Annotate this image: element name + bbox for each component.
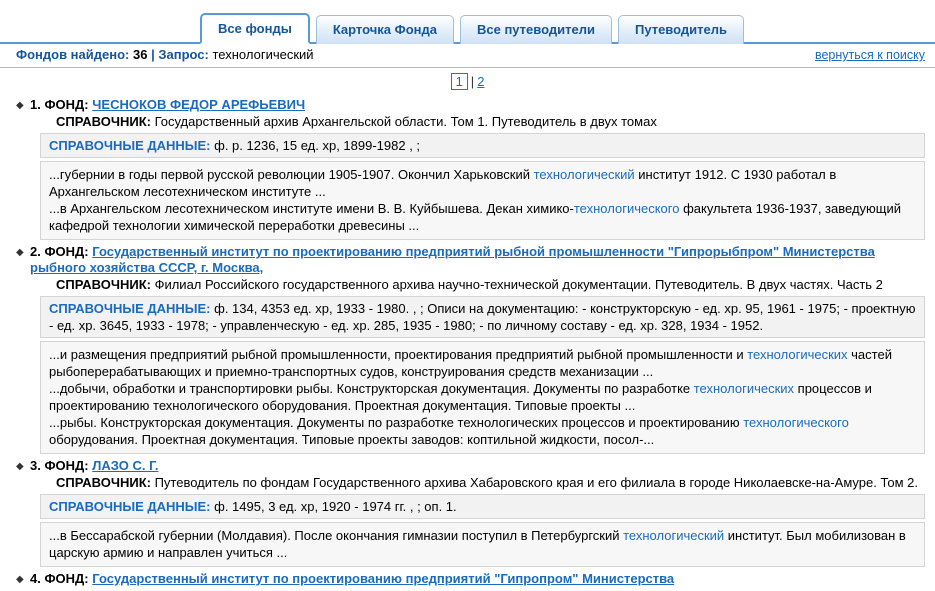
guide-line: [14, 113, 925, 130]
result-index-label: 1. ФОНД:: [30, 97, 93, 112]
tab-3[interactable]: Путеводитель: [618, 15, 744, 44]
snippet-text: факультета 1936-1937, заведующий кафедрой технологии химической переработки древесины ...: [49, 201, 901, 233]
guide-line: [14, 276, 925, 293]
reference-data-box: [40, 494, 925, 519]
guide-label: СПРАВОЧНИК:: [56, 114, 155, 129]
guide-label: СПРАВОЧНИК:: [56, 475, 155, 490]
snippet-line: [49, 527, 916, 561]
fond-link[interactable]: ЛАЗО С. Г.: [92, 458, 159, 473]
result-entry: [14, 571, 925, 587]
reference-data-text: ф. р. 1236, 15 ед. хр, 1899-1982 , ;: [214, 138, 421, 153]
result-index-label: 3. ФОНД:: [30, 458, 93, 473]
snippet-box: [40, 522, 925, 567]
reference-data-box: [40, 296, 925, 338]
result-index-label: 4. ФОНД:: [30, 571, 93, 586]
snippet-text: процессов и проектированию технологического оборудования. Проектная документация. Типовые проекты ...: [49, 381, 872, 413]
snippet-line: [49, 200, 916, 234]
result-entry: [14, 458, 925, 567]
snippet-highlight: технологический: [533, 167, 635, 182]
diamond-bullet-icon: ◆: [16, 574, 24, 585]
snippet-text: ...рыбы. Конструкторская документация. Документы по разработке технологических процессов и проектированию: [49, 415, 744, 430]
fond-link[interactable]: Государственный институт по проектированию предприятий рыбной промышленности "Гипрорыбпром" Министерства рыбного хозяйства СССР, г. Москва,: [30, 244, 875, 275]
reference-data-text: ф. 134, 4353 ед. хр, 1933 - 1980. , ; Описи на документацию: - конструкторскую - ед. хр. 95, 1961 - 1975; - проектную - ед. хр. 3645, 1933 - 1978; - управленческую - ед. хр. 285, 1935 - 1980; - по личному составу - ед. хр. 328, 1934 - 1952.: [49, 301, 916, 333]
result-header: [14, 244, 925, 276]
found-label: Фондов найдено:: [16, 47, 130, 62]
snippet-line: [49, 166, 916, 200]
diamond-bullet-icon: ◆: [16, 461, 24, 472]
snippet-line: [49, 346, 916, 380]
reference-data-label: СПРАВОЧНЫЕ ДАННЫЕ:: [49, 301, 215, 316]
info-separator: |: [151, 47, 155, 62]
tab-0[interactable]: Все фонды: [200, 13, 310, 44]
back-to-search-link[interactable]: вернуться к поиску: [814, 48, 925, 62]
reference-data-label: СПРАВОЧНЫЕ ДАННЫЕ:: [49, 138, 215, 153]
tabs: [200, 0, 935, 42]
pagination: [0, 68, 935, 93]
result-entry: [14, 97, 925, 240]
snippet-highlight: технологических: [747, 347, 848, 362]
query-label: Запрос:: [158, 47, 209, 62]
guide-text: Путеводитель по фондам Государственного архива Хабаровского края и его филиала в городе Николаевске-на-Амуре. Том 2.: [154, 475, 918, 490]
result-entry: [14, 244, 925, 454]
guide-text: Филиал Российского государственного архива научно-технической документации. Путеводитель. В двух частях. Часть 2: [154, 277, 883, 292]
guide-text: Государственный архив Архангельской области. Том 1. Путеводитель в двух томах: [154, 114, 657, 129]
snippet-highlight: технологических: [693, 381, 795, 396]
snippet-text: ...добычи, обработки и транспортировки рыбы. Конструкторская документация. Документы по разработке: [49, 381, 694, 396]
result-header: [14, 571, 925, 587]
result-header: [14, 458, 925, 474]
tab-2[interactable]: Все путеводители: [460, 15, 612, 44]
snippet-line: [49, 380, 916, 414]
snippet-box: [40, 161, 925, 240]
snippet-box: [40, 341, 925, 454]
snippet-text: ...губернии в годы первой русской революции 1905-1907. Окончил Харьковский: [49, 167, 534, 182]
diamond-bullet-icon: ◆: [16, 100, 24, 111]
guide-line: [14, 474, 925, 491]
tab-1[interactable]: Карточка Фонда: [316, 15, 454, 44]
snippet-text: институт 1912. С 1930 работал в Архангельском лесотехническом институте ...: [49, 167, 837, 199]
diamond-bullet-icon: ◆: [16, 247, 24, 258]
reference-data-box: [40, 133, 925, 158]
results-list: [0, 93, 935, 591]
page-separator: |: [470, 74, 475, 89]
snippet-highlight: технологический: [623, 528, 725, 543]
snippet-text: ...в Бессарабской губернии (Молдавия). После окончания гимназии поступил в Петербургский: [49, 528, 624, 543]
found-count: 36: [133, 47, 148, 62]
snippet-text: частей рыбоперерабатывающих и приемно-транспортных судов, конструирования средств механизации ...: [49, 347, 892, 379]
result-index-label: 2. ФОНД:: [30, 244, 93, 259]
tab-bar: [0, 0, 935, 44]
page-next[interactable]: 2: [477, 74, 485, 89]
fond-link[interactable]: Государственный институт по проектированию предприятий "Гипропром" Министерства: [92, 571, 675, 586]
snippet-highlight: технологического: [743, 415, 849, 430]
snippet-line: [49, 414, 916, 448]
snippet-text: ...и размещения предприятий рыбной промышленности, проектирования предприятий рыбной промышленности и: [49, 347, 748, 362]
fond-link[interactable]: ЧЕСНОКОВ ФЕДОР АРЕФЬЕВИЧ: [92, 97, 306, 112]
snippet-text: оборудования. Проектная документация. Типовые проекты заводов: коптильной жидкости, посол-...: [49, 432, 655, 447]
guide-label: СПРАВОЧНИК:: [56, 277, 155, 292]
snippet-text: институт. Был мобилизован в царскую армию и направлен учиться ...: [49, 528, 906, 560]
info-bar: [0, 44, 935, 68]
result-header: [14, 97, 925, 113]
query-value: технологический: [212, 47, 314, 62]
reference-data-text: ф. 1495, 3 ед. хр, 1920 - 1974 гг. , ; оп. 1.: [214, 499, 457, 514]
snippet-text: ...в Архангельском лесотехническом институте имени В. В. Куйбышева. Декан химико-: [49, 201, 574, 216]
reference-data-label: СПРАВОЧНЫЕ ДАННЫЕ:: [49, 499, 215, 514]
snippet-highlight: технологического: [573, 201, 680, 216]
page-current[interactable]: 1: [451, 73, 468, 90]
